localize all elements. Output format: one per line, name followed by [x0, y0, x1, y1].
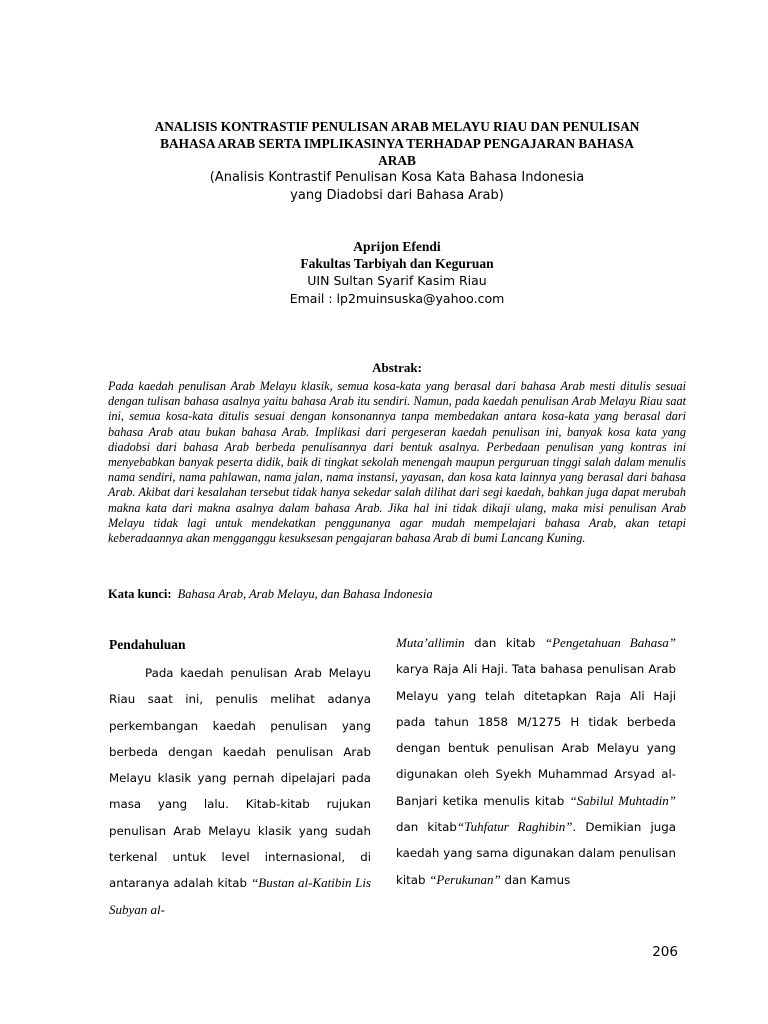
- page-number: 206: [652, 944, 678, 960]
- intro-paragraph: [109, 660, 371, 923]
- paper-title-line-2: BAHASA ARAB SERTA IMPLIKASINYA TERHADAP PENGAJARAN BAHASA: [160, 136, 634, 151]
- text-segment-2: karya Raja Ali Haji. Tata bahasa penulisan Arab Melayu yang telah ditetapkan Raja Ali Haji pada tahun 1858 M/1275 H tidak berbeda dengan bentuk penulisan Arab Melayu yang digunakan oleh Syekh Muhammad Arsyad al-Banjari ketika menulis kitab: [396, 662, 676, 808]
- author-email: Email : lp2muinsuska@yahoo.com: [289, 291, 505, 306]
- book-title-sabilul-muhtadin: “Sabilul Muhtadin”: [569, 792, 676, 808]
- book-title-perukunan: “Perukunan”: [429, 871, 501, 887]
- book-title-tuhfatur-raghibin: “Tuhfatur Raghibin”: [456, 819, 573, 835]
- right-column: [396, 630, 676, 893]
- author-faculty: Fakultas Tarbiyah dan Keguruan: [300, 256, 494, 271]
- intro-text: Pada kaedah penulisan Arab Melayu Riau saat ini, penulis melihat adanya perkembangan kaedah penulisan yang berbeda dengan kaedah penulisan Arab Melayu klasik yang pernah dipelajari pada masa yang lalu. Kitab-kitab rujukan penulisan Arab Melayu klasik yang sudah terkenal untuk level internasional, di antaranya adalah kitab: [109, 666, 371, 891]
- author-block: [100, 238, 694, 308]
- text-segment-4: . Demikian juga kaedah yang sama digunakan dalam penulisan kitab: [396, 820, 676, 887]
- paper-title-line-3: ARAB: [378, 153, 416, 168]
- author-university: UIN Sultan Syarif Kasim Riau: [307, 273, 487, 288]
- paper-subtitle-line-1: (Analisis Kontrastif Penulisan Kosa Kata Bahasa Indonesia: [209, 170, 585, 185]
- book-title-pengetahuan-bahasa: “Pengetahuan Bahasa”: [544, 635, 676, 650]
- author-name: Aprijon Efendi: [353, 239, 441, 254]
- keywords-label: Kata kunci:: [108, 587, 172, 601]
- section-heading-pendahuluan: Pendahuluan: [109, 637, 186, 652]
- intro-book-title: “Bustan al-Katibin Lis Subyan al-: [109, 875, 371, 917]
- keywords: [108, 587, 686, 602]
- abstract-body: Pada kaedah penulisan Arab Melayu klasik, semua kosa-kata yang berasal dari bahasa Arab mesti ditulis sesuai dengan tulisan bahasa asalnya yaitu bahasa Arab itu sendiri. Namun, pada kaedah penulisan Arab Melayu Riau saat ini, semua kosa-kata ditulis sesuai dengan konsonannya tanpa membedakan antara kosa-kata yang berasal dari bahasa Arab atau bukan bahasa Arab. Implikasi dari pergeseran kaedah penulisan ini, banyak kosa kata yang diadobsi dari bahasa Arab berbeda penulisannya dari bentuk asalnya. Perbedaan penulisan yang kontras ini menyebabkan banyak peserta didik, baik di tingkat sekolah menengah maupun perguruan tinggi salah dalam menulis nama sendiri, nama pahlawan, nama jalan, nama instansi, yayasan, dan kosa kata lainnya yang berasal dari bahasa Arab. Akibat dari kesalahan tersebut tidak hanya sekedar salah dilihat dari segi kaedah, bahkan juga dapat merubah makna kata dari makna asalnya dalam bahasa Arab. Jika hal ini tidak dikaji ulang, maka misi penulisan Arab Melayu tidak lagi untuk mendekatkan penggunanya agar mudah mempelajari bahasa Arab, akan tetapi keberadaannya akan mengganggu kesuksesan pengajaran bahasa Arab di bumi Lancang Kuning.: [108, 379, 686, 546]
- title-block: [100, 118, 694, 205]
- text-segment-3: dan kitab: [396, 820, 457, 835]
- keywords-text: Bahasa Arab, Arab Melayu, dan Bahasa Indonesia: [177, 587, 433, 601]
- paper-title-line-1: ANALISIS KONTRASTIF PENULISAN ARAB MELAYU RIAU DAN PENULISAN: [154, 119, 640, 134]
- text-segment-1: dan kitab: [464, 636, 545, 650]
- book-title-mutaallimin: Muta’allimin: [396, 635, 465, 650]
- paper-subtitle-line-2: yang Diadobsi dari Bahasa Arab): [290, 188, 504, 203]
- left-column: [109, 630, 371, 923]
- continuation-paragraph: [396, 630, 676, 893]
- abstract-heading: Abstrak:: [372, 360, 422, 375]
- text-segment-5: dan Kamus: [500, 872, 571, 887]
